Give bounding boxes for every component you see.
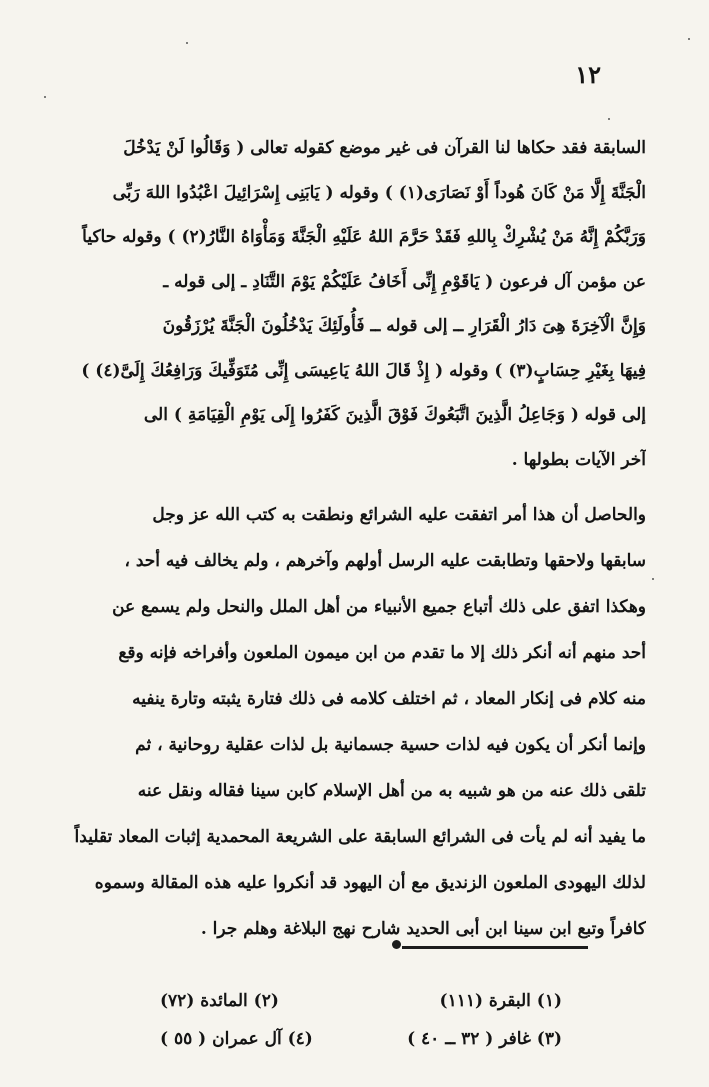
page-number: ١٢ <box>575 60 601 89</box>
footnotes <box>160 982 562 1058</box>
footnote-row <box>160 982 562 1020</box>
text-line: آخر الآيات بطولها . <box>511 449 646 470</box>
footnote-row <box>160 1020 562 1058</box>
footnote: (٣) غافر ( ٣٢ ــ ٤٠ ) <box>407 1029 562 1049</box>
text-line: تلقى ذلك عنه من هو شبيه به من أهل الإسلام كابن سينا فقاله ونقل عنه <box>137 781 646 801</box>
text-line: منه كلام فى إنكار المعاد ، ثم اختلف كلامه فى ذلك فتارة يثبته وتارة ينفيه <box>132 689 646 709</box>
scan-speck <box>688 38 690 40</box>
text-line: وهكذا اتفق على ذلك أتباع جميع الأنبياء من أهل الملل والنحل ولم يسمع عن <box>112 597 646 617</box>
text-line: والحاصل أن هذا أمر اتفقت عليه الشرائع ونطقت به كتب الله عز وجل <box>152 505 646 525</box>
text-line: أحد منهم أنه أنكر ذلك إلا ما تقدم من ابن ميمون الملعون وأفراخه فإنه وقع <box>118 643 646 663</box>
footnote-rule-dot <box>392 940 401 949</box>
text-line: السابقة فقد حكاها لنا القرآن فى غير موضع كقوله تعالى ( وَقَالُوا لَنْ يَدْخُلَ <box>123 138 646 158</box>
text-line: فِيهَا بِغَيْرِ حِسَابٍ(٣) ) وقوله ( إِذْ قَالَ اللهُ يَاعِيسَى إِنِّى مُتَوَفِّيكَ وَرَافِعُكَ إِلَىَّ(٤) ) <box>81 360 646 381</box>
text-line: وَإِنَّ الْآخِرَةَ هِىَ دَارُ الْقَرَارِ ــ إلى قوله ــ فَأُولَئِكَ يَدْخُلُونَ الْجَنَّةَ يُرْزَقُونَ <box>162 316 646 336</box>
text-line: ما يفيد أنه لم يأت فى الشرائع السابقة على الشريعة المحمدية إثبات المعاد تقليداً <box>74 827 646 847</box>
text-line: لذلك اليهودى الملعون الزنديق مع أن اليهود قد أنكروا عليه هذه المقالة وسموه <box>94 873 646 893</box>
footnote: (١) البقرة (١١١) <box>439 991 562 1011</box>
footnote: (٤) آل عمران ( ٥٥ ) <box>160 1029 313 1049</box>
text-line: الْجَنَّةَ إِلَّا مَنْ كَانَ هُوداً أَوْ نَصَارَى(١) ) وقوله ( يَابَنِى إِسْرَائِيلَ اعْبُدُوا اللهَ رَبِّى <box>112 182 646 203</box>
text-line: عن مؤمن آل فرعون ( يَاقَوْمِ إِنِّى أَخَافُ عَلَيْكُمْ يَوْمَ التَّنَادِ ـ إلى قوله ـ <box>163 271 646 292</box>
text-line: وَرَبَّكُمْ إِنَّهُ مَنْ يُشْرِكْ بِاللهِ فَقَدْ حَرَّمَ اللهُ عَلَيْهِ الْجَنَّةَ وَمَأْوَاهُ النَّارُ(٢) ) وقوله حاكياً <box>82 227 646 247</box>
paragraph-1 <box>52 126 646 482</box>
scan-speck <box>44 96 46 98</box>
footnote-separator <box>402 946 588 949</box>
scan-speck <box>652 578 654 580</box>
scan-speck <box>608 118 610 120</box>
footnote: (٢) المائدة (٧٢) <box>160 991 279 1011</box>
text-line: سابقها ولاحقها وتطابقت عليه الرسل أولهم وآخرهم ، ولم يخالف فيه أحد ، <box>124 551 646 571</box>
paragraph-2 <box>52 492 646 952</box>
text-line: إلى قوله ( وَجَاعِلُ الَّذِينَ اتَّبَعُوكَ فَوْقَ الَّذِينَ كَفَرُوا إِلَى يَوْمِ الْقِيَامَةِ ) الى <box>143 405 646 425</box>
text-line: كافراً وتبع ابن سينا ابن أبى الحديد شارح نهج البلاغة وهلم جرا . <box>200 919 646 939</box>
scan-speck <box>186 42 188 44</box>
text-line: وإنما أنكر أن يكون فيه لذات حسية جسمانية بل لذات عقلية روحانية ، ثم <box>135 735 646 755</box>
